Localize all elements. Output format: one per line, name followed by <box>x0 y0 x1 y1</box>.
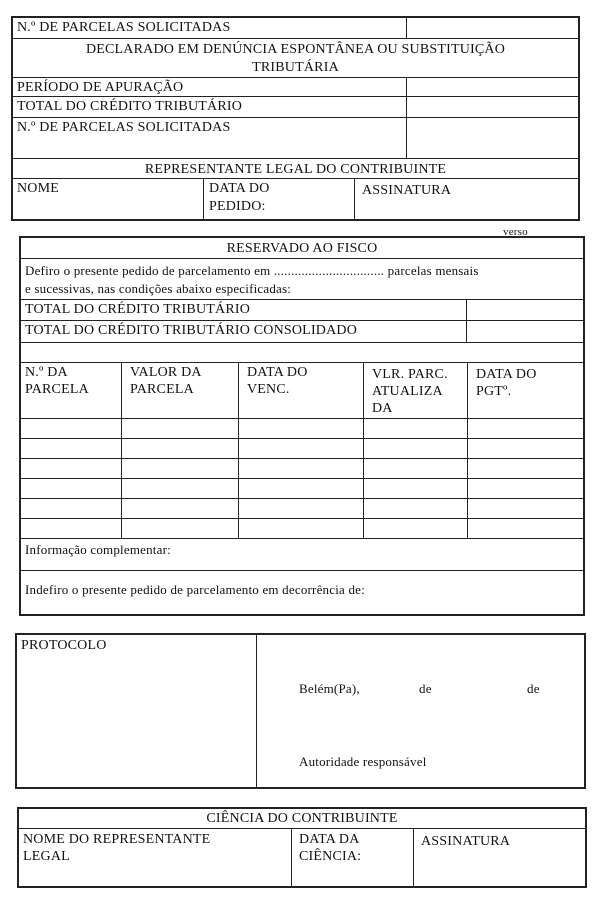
col-header-valor: VALOR DA <box>130 365 202 380</box>
label-declarado-2: TRIBUTÁRIA <box>252 60 339 75</box>
label-data-pedido-2: PEDIDO: <box>209 199 266 214</box>
de-label-2: de <box>527 681 540 696</box>
divider <box>19 418 585 419</box>
label-parcelas-solicitadas-2: N.º DE PARCELAS SOLICITADAS <box>17 120 231 135</box>
ciencia-title: CIÊNCIA DO CONTRIBUINTE <box>206 811 398 826</box>
label-nome-representante: NOME DO REPRESENTANTE <box>23 832 211 847</box>
divider <box>19 299 585 300</box>
divider <box>19 458 585 459</box>
divider <box>11 178 580 179</box>
divider <box>19 362 585 363</box>
label-representante-legal: REPRESENTANTE LEGAL DO CONTRIBUINTE <box>144 162 447 177</box>
fisco-title: RESERVADO AO FISCO <box>226 241 378 256</box>
divider <box>363 362 364 538</box>
col-header-vlr-atualizada: VLR. PARC. <box>372 367 448 382</box>
col-header-vencimento: DATA DO <box>247 365 308 380</box>
divider <box>354 178 355 221</box>
divider <box>19 478 585 479</box>
label-data-ciencia: DATA DA <box>299 832 360 847</box>
divider <box>291 828 292 888</box>
label-assinatura: ASSINATURA <box>362 183 452 198</box>
divider <box>11 158 580 159</box>
col-header-parcela-2: PARCELA <box>25 382 89 397</box>
divider <box>406 16 407 38</box>
label-nome-representante-2: LEGAL <box>23 849 70 864</box>
divider <box>19 498 585 499</box>
info-complementar: Informação complementar: <box>25 542 171 557</box>
divider <box>19 320 585 321</box>
col-header-parcela: N.º DA <box>25 365 68 380</box>
divider <box>238 362 239 538</box>
label-total-credito-fisco: TOTAL DO CRÉDITO TRIBUTÁRIO <box>25 302 251 317</box>
label-assinatura-ciencia: ASSINATURA <box>421 834 511 849</box>
divider <box>11 38 580 39</box>
divider <box>203 178 204 221</box>
divider <box>121 362 122 538</box>
label-periodo-apuracao: PERÍODO DE APURAÇÃO <box>17 80 184 95</box>
divider <box>19 438 585 439</box>
label-total-credito: TOTAL DO CRÉDITO TRIBUTÁRIO <box>17 99 243 114</box>
divider <box>11 96 580 97</box>
de-label-1: de <box>419 681 432 696</box>
label-declarado: DECLARADO EM DENÚNCIA ESPONTÂNEA OU SUBSTITUIÇÃO <box>85 42 506 57</box>
divider <box>17 828 587 829</box>
label-protocolo: PROTOCOLO <box>21 638 107 653</box>
label-data-pedido: DATA DO <box>209 181 270 196</box>
label-data-ciencia-2: CIÊNCIA: <box>299 849 362 864</box>
divider <box>19 570 585 571</box>
divider <box>19 518 585 519</box>
col-header-vencimento-2: VENC. <box>247 382 290 397</box>
divider <box>11 77 580 78</box>
indefiro-text: Indefiro o presente pedido de parcelamento em decorrência de: <box>25 582 365 597</box>
divider <box>19 538 585 539</box>
divider <box>256 633 257 789</box>
label-nome: NOME <box>17 181 60 196</box>
defiro-text-2: e sucessivas, nas condições abaixo especificadas: <box>25 281 292 296</box>
divider <box>466 299 467 342</box>
divider <box>11 117 580 118</box>
label-parcelas-solicitadas: N.º DE PARCELAS SOLICITADAS <box>17 20 231 35</box>
divider <box>467 362 468 538</box>
divider <box>19 258 585 259</box>
divider <box>413 828 414 888</box>
col-header-data-pgto-2: PGTº. <box>476 384 512 399</box>
belem-label: Belém(Pa), <box>299 681 360 696</box>
col-header-vlr-atualizada-3: DA <box>372 401 393 416</box>
col-header-data-pgto: DATA DO <box>476 367 537 382</box>
autoridade-label: Autoridade responsável <box>299 754 427 769</box>
col-header-vlr-atualizada-2: ATUALIZA <box>372 384 443 399</box>
defiro-text: Defiro o presente pedido de parcelamento em ................................ parcelas mensais <box>25 263 479 278</box>
divider <box>19 342 585 343</box>
verso-label: verso <box>503 226 528 238</box>
col-header-valor-2: PARCELA <box>130 382 194 397</box>
label-total-consolidado: TOTAL DO CRÉDITO TRIBUTÁRIO CONSOLIDADO <box>25 323 358 338</box>
